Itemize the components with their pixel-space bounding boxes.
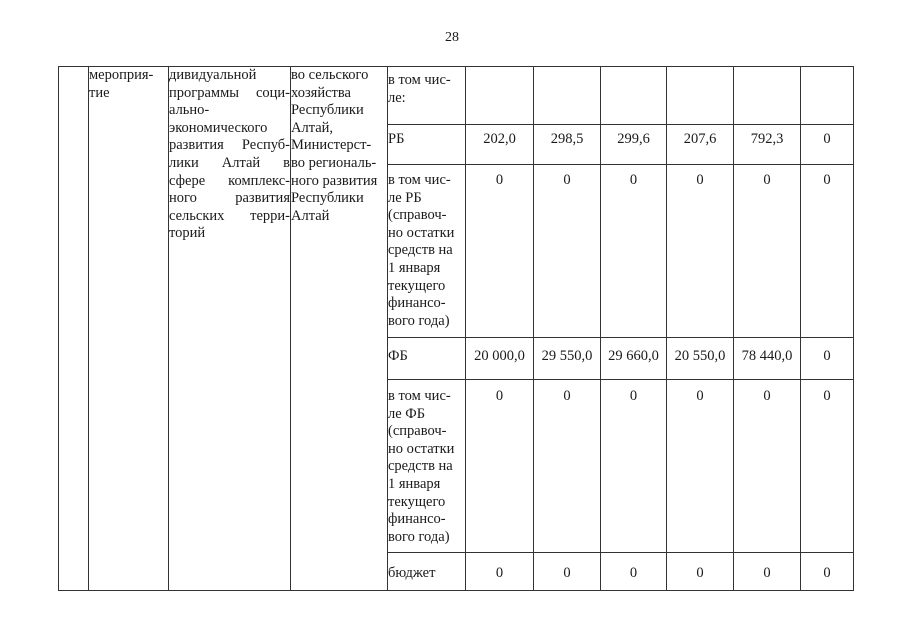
value-cell — [466, 125, 534, 165]
value-cell — [534, 125, 601, 165]
value-cell — [667, 380, 734, 553]
text-line: финансо- — [388, 511, 446, 528]
text-line: ле ФБ — [388, 405, 426, 422]
value-text: 0 — [495, 172, 504, 188]
row-label-cell — [388, 380, 466, 553]
text-line: тие — [89, 84, 110, 101]
value-text: 78 440,0 — [741, 348, 793, 364]
value-text: 0 — [629, 565, 638, 581]
value-cell — [466, 380, 534, 553]
text-line: дивидуальной — [169, 67, 257, 83]
text-line: ле РБ — [388, 189, 422, 206]
text-line: лики Алтай в — [169, 154, 290, 171]
value-text: 29 550,0 — [541, 348, 593, 364]
table-row — [59, 67, 854, 125]
text-line: РБ — [388, 131, 405, 147]
value-text: 20 000,0 — [474, 348, 525, 364]
text-line: сельских терри- — [169, 207, 290, 224]
program-description-cell — [169, 67, 291, 591]
responsible-party-cell — [291, 67, 388, 591]
text-line: Республики — [291, 190, 364, 207]
value-cell — [601, 338, 667, 380]
text-line: экономического — [169, 119, 268, 136]
text-line: ле: — [388, 89, 406, 106]
value-cell — [534, 165, 601, 338]
value-cell — [734, 165, 801, 338]
value-text: 0 — [495, 565, 504, 581]
text-line: ного развития — [169, 190, 290, 207]
value-text: 20 550,0 — [674, 348, 726, 364]
value-cell — [734, 338, 801, 380]
value-cell — [601, 125, 667, 165]
text-line: (справоч- — [388, 423, 447, 440]
text-line: торий — [169, 225, 206, 242]
text-line: текущего — [388, 493, 446, 510]
value-text: 0 — [696, 388, 704, 404]
value-cell — [534, 380, 601, 553]
value-cell — [801, 553, 854, 591]
value-cell — [534, 338, 601, 380]
text-line: ного развития — [291, 172, 378, 189]
text-line: ФБ — [388, 348, 408, 364]
value-text: 0 — [696, 172, 704, 188]
value-cell — [734, 67, 801, 125]
row-label-cell — [388, 338, 466, 380]
text-line: (справоч- — [388, 207, 447, 224]
row-label-cell — [388, 165, 466, 338]
value-cell — [667, 67, 734, 125]
value-text: 298,5 — [550, 131, 584, 147]
value-text: 0 — [823, 172, 831, 188]
value-cell — [801, 380, 854, 553]
value-cell — [801, 125, 854, 165]
value-cell — [466, 67, 534, 125]
page-number: 28 — [445, 30, 459, 45]
row-label-cell — [388, 553, 466, 591]
value-text: 0 — [823, 348, 831, 364]
value-text: 0 — [823, 565, 831, 581]
row-label-cell — [388, 125, 466, 165]
value-text: 0 — [629, 388, 638, 404]
value-cell — [534, 553, 601, 591]
value-text: 0 — [823, 388, 831, 404]
value-text: 299,6 — [617, 131, 650, 147]
value-text: 0 — [823, 131, 831, 147]
value-cell — [667, 338, 734, 380]
value-text: 0 — [763, 388, 771, 404]
value-cell — [601, 380, 667, 553]
value-text: 0 — [629, 172, 638, 188]
value-text: 0 — [763, 172, 771, 188]
text-line: 1 января — [388, 475, 441, 492]
text-line: средств на — [388, 458, 453, 475]
value-cell — [601, 553, 667, 591]
text-line: бюджет — [388, 565, 436, 581]
text-line: развития Респуб- — [169, 137, 290, 154]
value-cell — [734, 125, 801, 165]
text-line: мероприя- — [89, 67, 154, 83]
text-line: в том чис- — [388, 72, 451, 88]
value-cell — [801, 165, 854, 338]
value-text: 792,3 — [750, 131, 784, 147]
empty-number-cell — [59, 67, 89, 591]
text-line: финансо- — [388, 295, 446, 312]
text-line: ально- — [169, 102, 210, 119]
text-line: в том чис- — [388, 388, 451, 404]
text-line: во сельского — [291, 67, 369, 83]
value-cell — [466, 165, 534, 338]
value-text: 202,0 — [483, 131, 516, 147]
value-text: 0 — [495, 388, 504, 404]
value-text: 0 — [563, 565, 571, 581]
text-line: но остатки — [388, 224, 455, 241]
event-cell — [89, 67, 169, 591]
value-text: 0 — [563, 388, 571, 404]
row-label-cell — [388, 67, 466, 125]
text-line: но остатки — [388, 440, 455, 457]
funding-table — [58, 66, 854, 591]
text-line: текущего — [388, 277, 446, 294]
value-cell — [667, 165, 734, 338]
text-line: 1 января — [388, 259, 441, 276]
value-text: 0 — [696, 565, 704, 581]
text-line: Алтай, — [291, 119, 334, 136]
value-text: 207,6 — [683, 131, 717, 147]
value-cell — [734, 553, 801, 591]
value-text: 0 — [563, 172, 571, 188]
value-cell — [801, 338, 854, 380]
text-line: средств на — [388, 242, 453, 259]
value-cell — [734, 380, 801, 553]
text-line: во региональ- — [291, 154, 377, 171]
text-line: программы соци- — [169, 84, 290, 101]
value-text: 29 660,0 — [608, 348, 659, 364]
value-text: 0 — [763, 565, 771, 581]
text-line: Республики — [291, 102, 364, 119]
text-line: в том чис- — [388, 172, 451, 188]
value-cell — [601, 165, 667, 338]
value-cell — [801, 67, 854, 125]
value-cell — [667, 125, 734, 165]
text-line: Алтай — [291, 207, 330, 224]
value-cell — [667, 553, 734, 591]
text-line: сфере комплекс- — [169, 172, 290, 189]
text-line: Министерст- — [291, 137, 372, 154]
value-cell — [534, 67, 601, 125]
value-cell — [601, 67, 667, 125]
text-line: вого года) — [388, 528, 450, 545]
text-line: хозяйства — [291, 84, 351, 101]
value-cell — [466, 338, 534, 380]
value-cell — [466, 553, 534, 591]
text-line: вого года) — [388, 312, 450, 329]
